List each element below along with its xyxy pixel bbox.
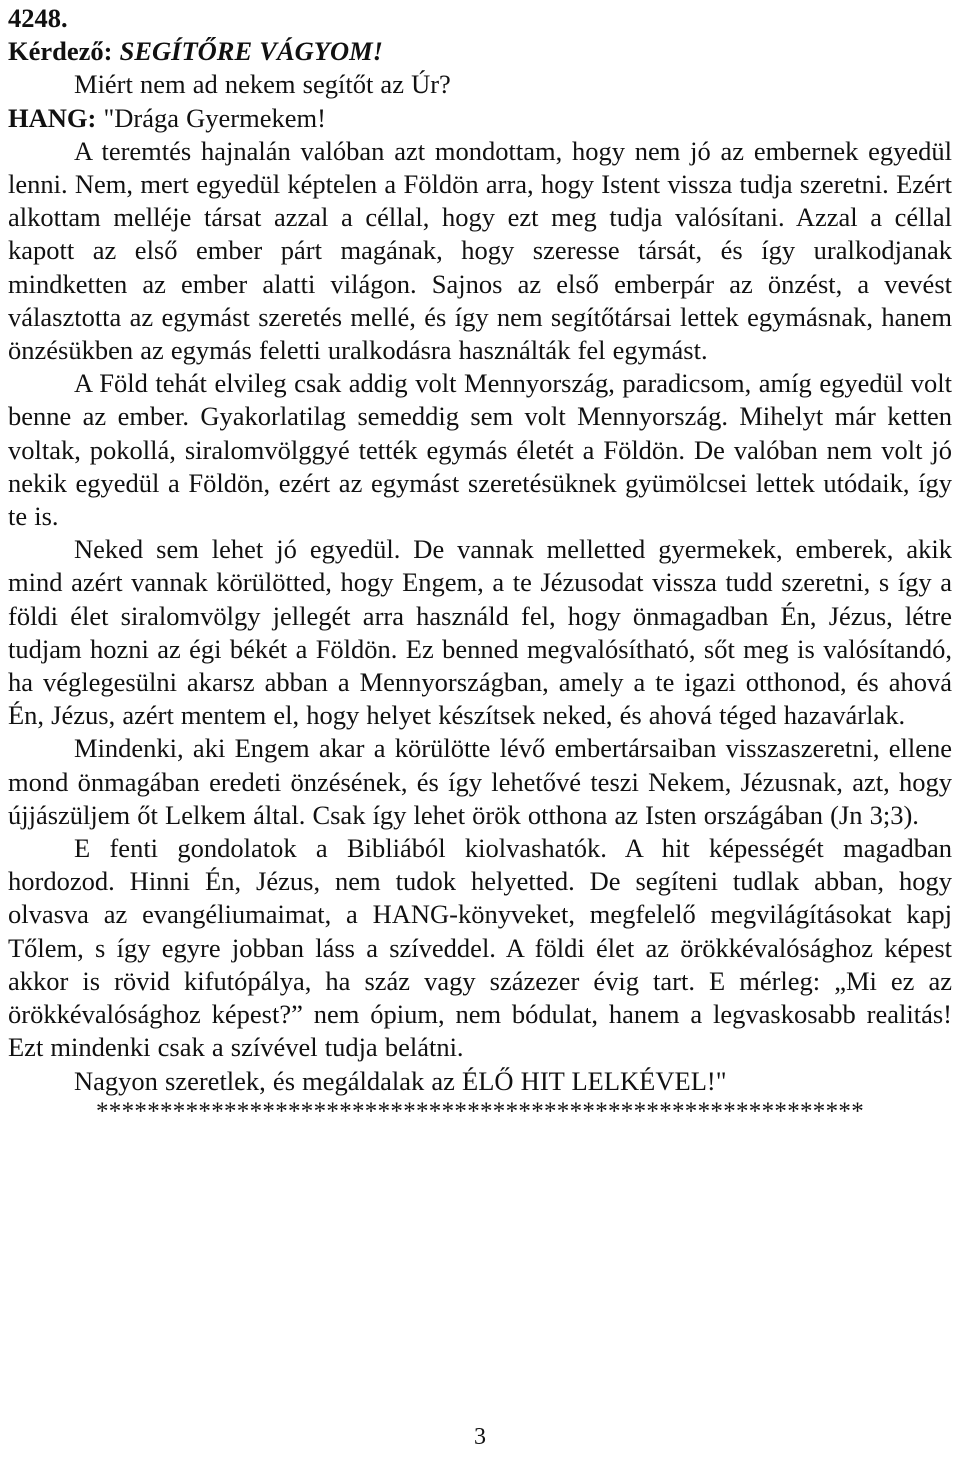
- voice-line: [8, 102, 952, 135]
- questioner-line: [8, 35, 952, 68]
- paragraph-3: Neked sem lehet jó egyedül. De vannak melletted gyermekek, emberek, akik mind azért vannak körülötted, hogy Engem, a te Jézusodat vissza tudd szeretni, s így a földi élet siralomvölgy jellegét arra használd fel, hogy önmagadban Én, Jézus, létre tudjam hozni az égi békét a Földön. Ez benned megvalósítható, sőt meg is valósítandó, ha véglegesülni akarsz abban a Mennyországban, amely a te igazi otthonod, és ahová Én, Jézus, azért mentem el, hogy helyet készítsek neked, és ahová téged hazavárlak.: [8, 534, 952, 731]
- question-text: Miért nem ad nekem segítőt az Úr?: [74, 69, 451, 100]
- questioner-title: SEGÍTŐRE VÁGYOM!: [119, 36, 383, 67]
- greeting: "Drága Gyermekem!: [103, 102, 326, 133]
- paragraph-2: A Föld tehát elvileg csak addig volt Mennyország, paradicsom, amíg egyedül volt benne az ember. Gyakorlatilag semeddig sem volt Mennyország. Mihelyt már ketten voltak, pokollá, siralomvölggyé tették egymás életét a Földön. De valóban nem volt jó nekik egyedül a Földön, ezért az egymást szeretésüknek gyümölcsei lettek utódaik, így te is.: [8, 368, 952, 532]
- paragraph-1: A teremtés hajnalán valóban azt mondottam, hogy nem jó az embernek egyedül lenni. Nem, mert egyedül képtelen a Földön arra, hogy Istent vissza tudja szeretni. Ezért alkottam melléje társat azzal a céllal, hogy ezt meg tudja valósítani. Azzal a céllal kapott az első ember párt magának, hogy szeresse társát, és így uralkodjanak mindketten az ember alatti világon. Sajnos az első emberpár az önzést, a vevést választotta az egymást szeretés mellé, és így nem segítőtársai lettek egymásnak, hanem önzésükben az egymás feletti uralkodásra használták fel egymást.: [8, 135, 952, 366]
- paragraph-4: Mindenki, aki Engem akar a körülötte lévő embertársaiban visszaszeretni, ellene mond önmagában eredeti önzésének, és így lehetővé teszi Nekem, Jézusnak, azt, hogy újjászüljem őt Lelkem által. Csak így lehet örök otthona az Isten országában (Jn 3;3).: [8, 733, 952, 830]
- questioner-label: Kérdező:: [8, 36, 120, 67]
- separator-stars: ************************************************************: [96, 1097, 864, 1125]
- paragraph-5: E fenti gondolatok a Bibliából kiolvashatók. A hit képességét magadban hordozod. Hinni Én, Jézus, nem tudok helyetted. De segíteni tudlak abban, hogy olvasva az evangéliumaimat, a HANG-könyveket, megfelelő megvilágításokat kapj Tőlem, s így egyre jobban láss a szíveddel. A földi élet az örökkévalósághoz képest akkor is rövid kifutópálya, ha száz vagy százezer évig tart. E mérleg: „Mi ez az örökkévalósághoz képest?” nem ópium, nem bódulat, hanem a legvaskosabb realitás! Ezt mindenki csak a szívével tudja belátni.: [8, 833, 952, 1063]
- document-page: [8, 0, 952, 1126]
- closing-paragraph: Nagyon szeretlek, és megáldalak az ÉLŐ HIT LELKÉVEL!": [74, 1065, 727, 1096]
- page-number: 3: [474, 1424, 486, 1450]
- voice-label: HANG:: [8, 102, 104, 133]
- message-number: 4248.: [8, 3, 68, 33]
